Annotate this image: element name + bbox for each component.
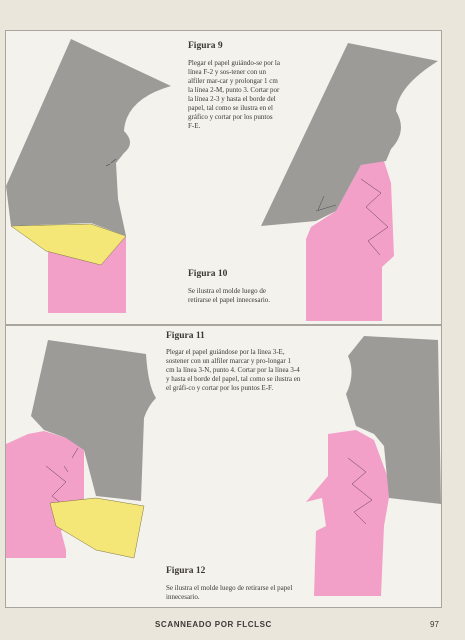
figure-12-title: Figura 12	[166, 566, 206, 576]
figure-12-caption: Se ilustra el molde luego de retirarse el papel innecesario.	[166, 584, 293, 601]
figure-9-title: Figura 9	[188, 41, 223, 51]
figure-9-caption: Plegar el papel guiándo-se por la línea F-2 y sos-tener con un alfiler mar-car y prolongar 1 cm la línea 2-M, punto 3. Cortar por la línea 2-3 y hasta el borde del papel, tal como se ilustra en el gráfico y cortar por los puntos F-E.	[188, 59, 280, 130]
figure-10-drawing	[261, 43, 438, 321]
page-number: 97	[430, 620, 439, 629]
figure-11-title: Figura 11	[166, 331, 205, 341]
gray-paper-folded	[6, 39, 171, 236]
figure-11-caption: Plegar el papel guiándose por la línea 3-E, sostener con un alfiler marcar y pro-longar 1 cm la línea 3-N, punto 4. Cortar por la línea 3-4 y hasta el borde del papel, tal como se ilustra en el gráfi-co y cortar por los puntos E-F.	[166, 348, 301, 392]
scanner-credit: SCANNEADO POR FLCLSC	[155, 620, 272, 629]
pink-pattern-piece	[306, 430, 391, 596]
figure-panel-bottom	[5, 325, 442, 608]
figure-10-title: Figura 10	[188, 269, 228, 279]
figure-panel-top	[5, 30, 442, 325]
figure-9-drawing	[6, 39, 171, 313]
figure-10-caption: Se ilustra el molde luego de retirarse el papel innecesario.	[188, 287, 271, 304]
figure-12-drawing	[306, 336, 441, 596]
figure-11-drawing	[6, 340, 156, 558]
